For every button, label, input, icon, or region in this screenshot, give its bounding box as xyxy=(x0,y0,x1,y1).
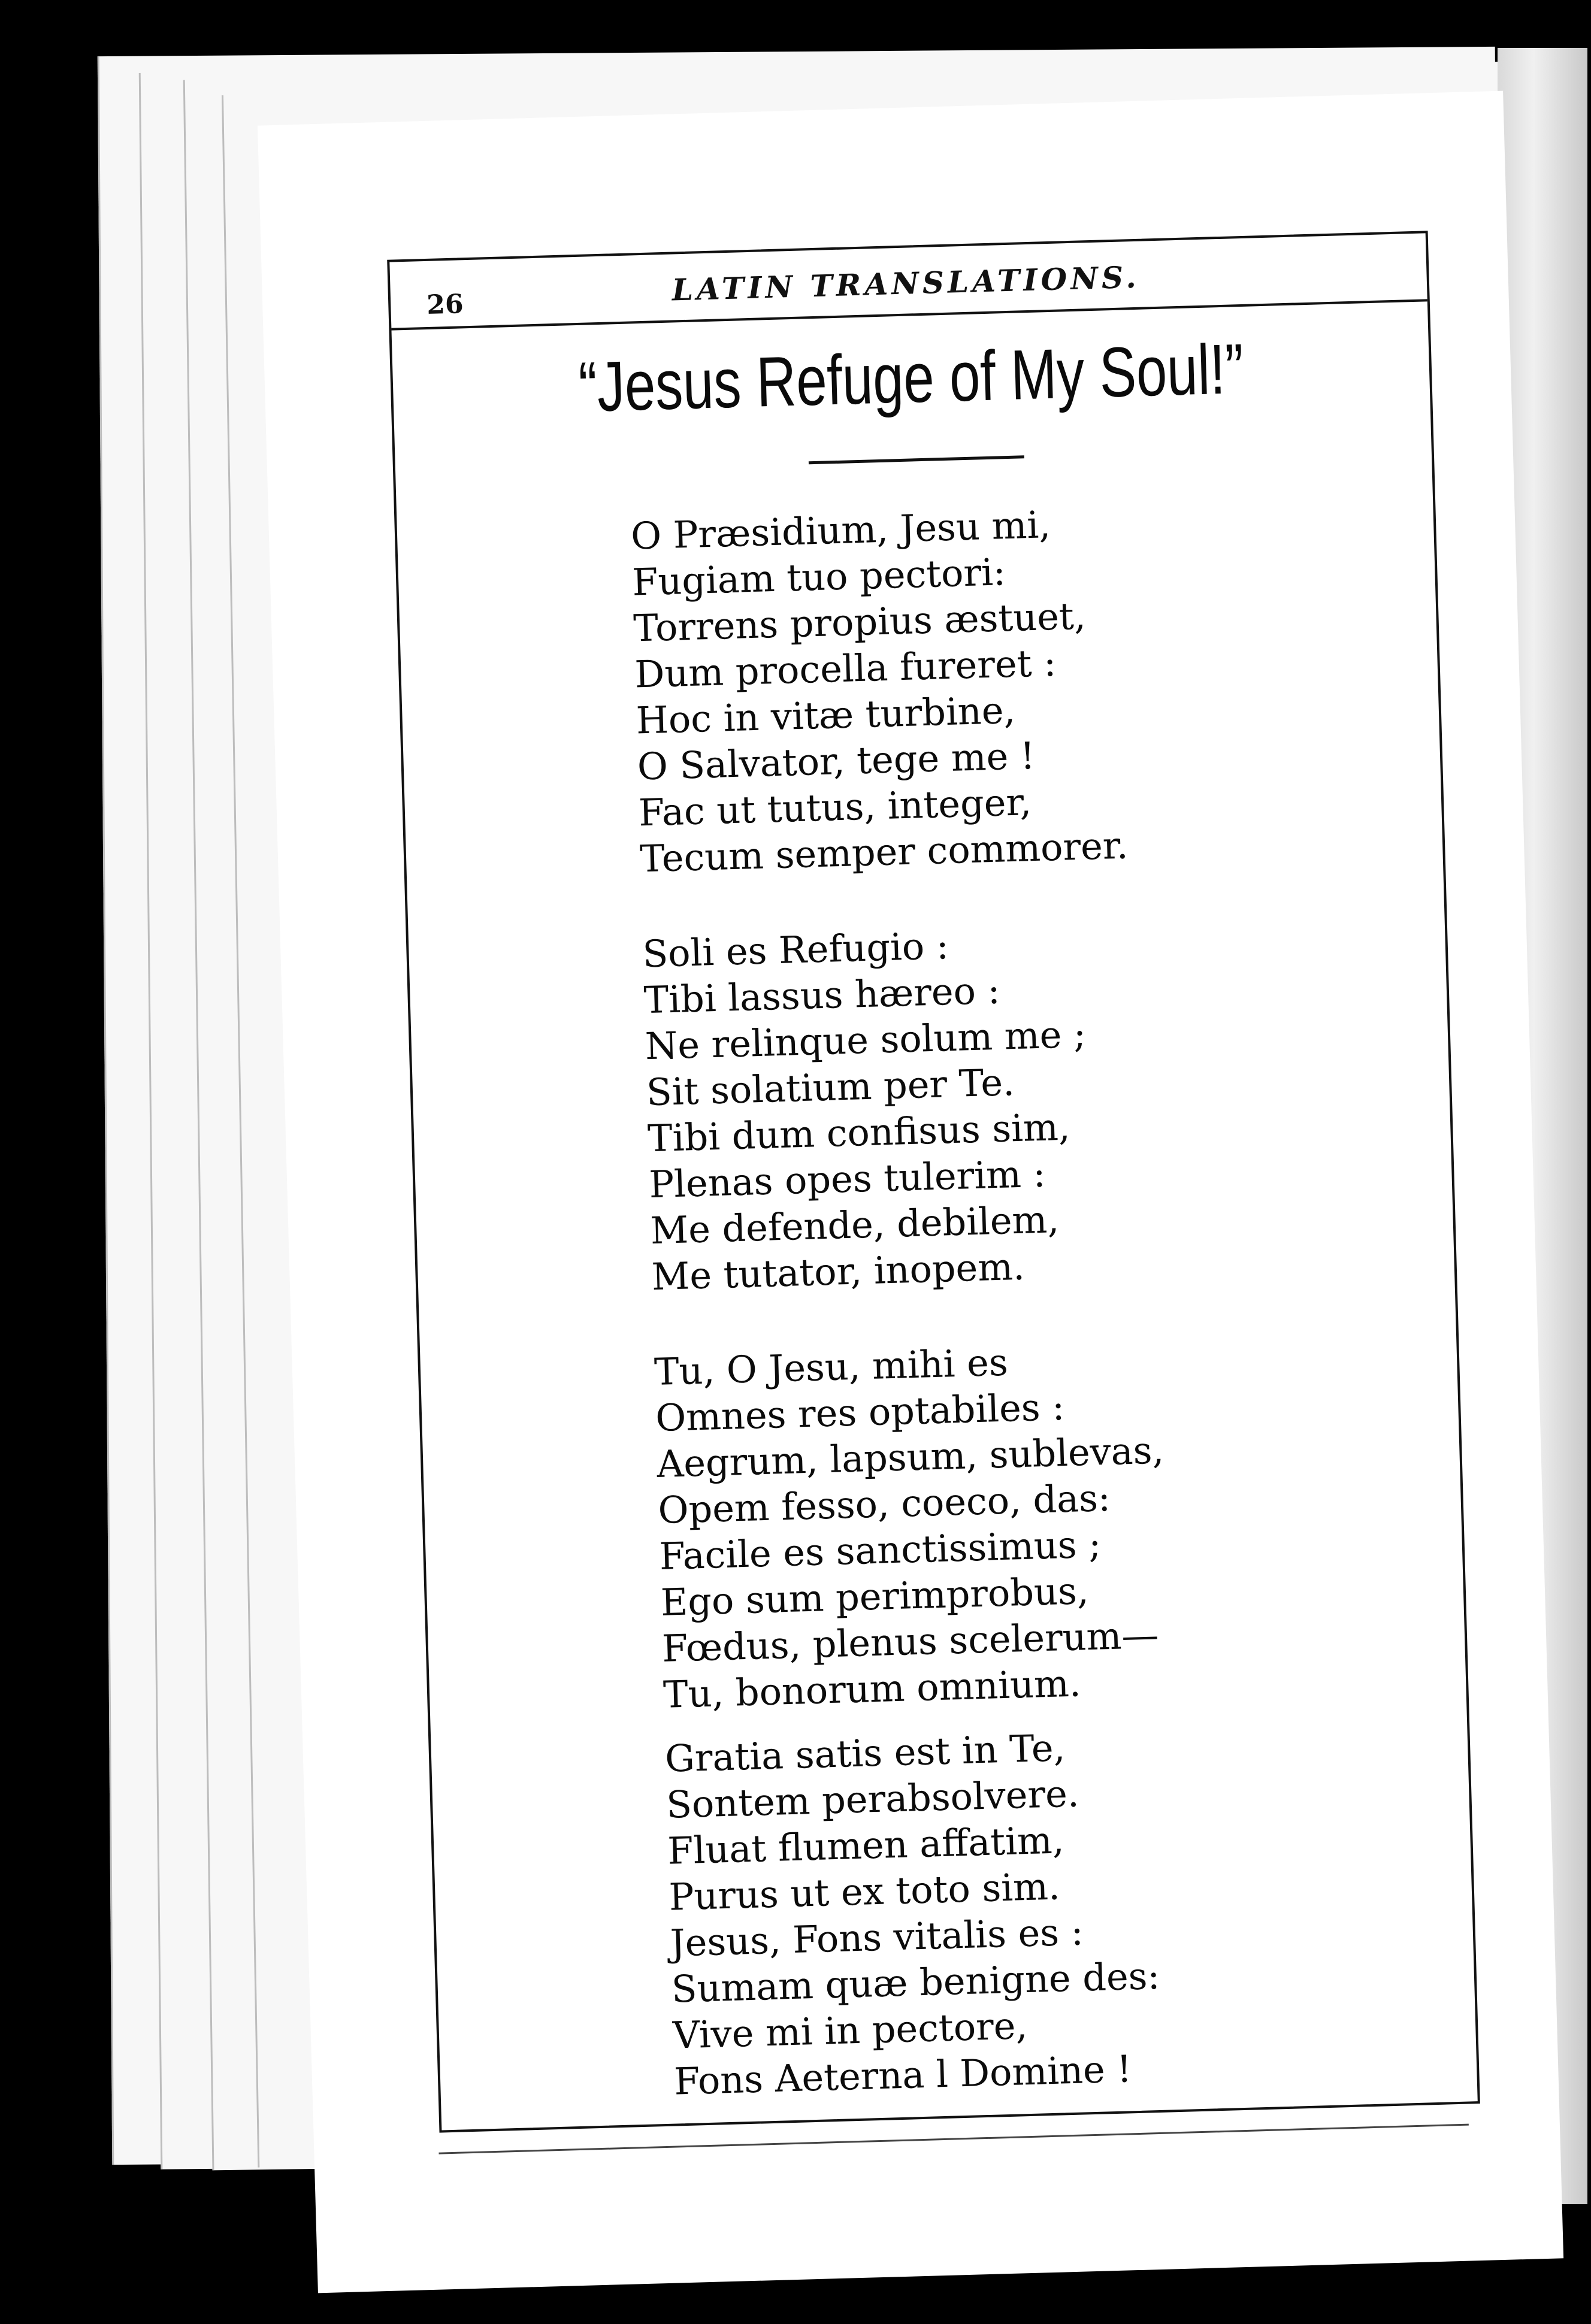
poem-line: Tibi dum confisus sim, xyxy=(647,1104,1071,1161)
poem-line: Fluat flumen affatim, xyxy=(667,1818,1065,1873)
stanza-4 xyxy=(664,1715,1393,2104)
stanza-1 xyxy=(630,493,1359,882)
poem-line: Tibi lassus hæreo : xyxy=(643,968,1001,1022)
poem-line: Ego sum perimprobus, xyxy=(660,1568,1090,1624)
poem-line: Me defende, debilem, xyxy=(649,1197,1060,1253)
poem-line: Aegrum, lapsum, sublevas, xyxy=(656,1428,1165,1486)
poem-line: Fons Aeterna l Domine ! xyxy=(673,2047,1133,2104)
poem-line: Sontem perabsolvere. xyxy=(666,1771,1080,1827)
poem-line: Plenas opes tulerim : xyxy=(648,1151,1046,1207)
poem-line: Tu, bonorum omnium. xyxy=(663,1661,1082,1717)
poem-line: Fac ut tutus, integer, xyxy=(638,780,1032,835)
poem-line: Tecum semper commorer. xyxy=(639,823,1129,881)
poem-line: Ne relinque solum me ; xyxy=(645,1012,1087,1069)
stanza-2 xyxy=(642,911,1371,1300)
poem-line: Purus ut ex toto sim. xyxy=(668,1864,1061,1919)
stanza-3 xyxy=(654,1329,1383,1718)
poem-line: Gratia satis est in Te, xyxy=(664,1726,1066,1781)
page-header xyxy=(389,233,1427,330)
title-rule xyxy=(809,455,1024,464)
poem-line: Vive mi in pectore, xyxy=(672,2004,1029,2057)
poem-line: Me tutator, inopem. xyxy=(651,1244,1026,1299)
book-page xyxy=(258,91,1563,2293)
poem-line: Opem fesso, coeco, das: xyxy=(657,1475,1111,1532)
poem-line: Hoc in vitæ turbine, xyxy=(635,688,1017,743)
poem-line: Torrens propius æstuet, xyxy=(633,594,1087,650)
poem-line: Soli es Refugio : xyxy=(642,924,949,976)
page-number: 26 xyxy=(426,289,464,320)
poem-line: Fugiam tuo pectori: xyxy=(631,550,1006,604)
poem-line: O Salvator, tege me ! xyxy=(636,733,1036,789)
page-frame xyxy=(387,231,1480,2132)
poem-line: O Præsidium, Jesu mi, xyxy=(630,503,1051,558)
poem-line: Dum procella fureret : xyxy=(634,640,1057,697)
poem-line: Fœdus, plenus scelerum— xyxy=(661,1612,1160,1671)
poem-line: Jesus, Fons vitalis es : xyxy=(669,1910,1084,1965)
poem-body xyxy=(630,493,1395,2153)
running-head: LATIN TRANSLATIONS. xyxy=(671,259,1141,308)
poem-line: Sumam quæ benigne des: xyxy=(670,1953,1161,2011)
hymn-title: “Jesus Refuge of My Soul!” xyxy=(577,329,1245,427)
poem-line: Facile es sanctissimus ; xyxy=(658,1522,1102,1578)
poem-line: Tu, O Jesu, mihi es xyxy=(654,1340,1009,1394)
poem-line: Sit solatium per Te. xyxy=(646,1060,1015,1115)
poem-line: Omnes res optabiles : xyxy=(655,1384,1066,1441)
